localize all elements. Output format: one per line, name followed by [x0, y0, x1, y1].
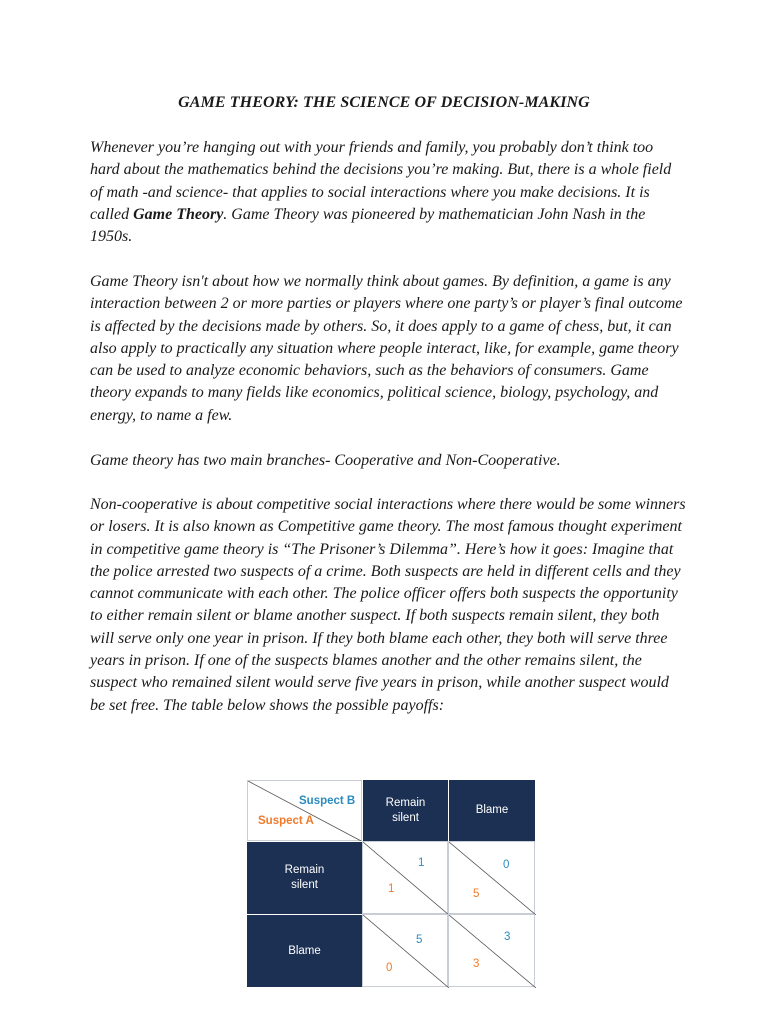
payoff-a: 5	[473, 888, 480, 900]
col-player-label: Suspect B	[299, 795, 356, 807]
corner-cell	[247, 780, 362, 841]
payoff-a: 1	[388, 883, 395, 895]
paragraph-definition: Game Theory isn't about how we normally think about games. By definition, a game is any interaction between 2 or more parties or players where one party’s or player’s final outcome is affected by the decisions made by others. So, it does apply to a game of chess, but, it can also apply to practically any situation where people interact, like, for example, game theory can be used to analyze economic behaviors, such as the behaviors of consumers. Game theory expands to many fields like economics, political science, biology, psychology, and energy, to name a few.	[90, 273, 683, 424]
row-header-remain-silent: Remain silent	[247, 841, 362, 914]
page-title: GAME THEORY: THE SCIENCE OF DECISION-MAKING	[178, 94, 590, 111]
payoff-b: 5	[416, 934, 423, 946]
payoff-a: 3	[473, 958, 480, 970]
payoff-cell-blame-silent	[362, 914, 448, 987]
intro-text-end: . Game Theory was pioneered by mathematician John Nash in the 1950s.	[90, 205, 646, 246]
row-header-blame: Blame	[247, 914, 362, 987]
payoff-cell-silent-blame	[448, 841, 535, 914]
payoff-cell-blame-blame	[448, 914, 535, 987]
paragraph-non-cooperative: Non-cooperative is about competitive social interactions where there would be some winners or losers. It is also known as Competitive game theory. The most famous thought experiment in competitive game theory is “The Prisoner’s Dilemma”. Here’s how it goes: Imagine that the police arrested two suspects of a crime. Both suspects are held in different cells and they cannot communicate with each other. The police officer offers both suspects the opportunity to either remain silent or blame another suspect. If both suspects remain silent, they both will serve only one year in prison. If they both blame each other, they both will serve three years in prison. If one of the suspects blames another and the other remains silent, the suspect who remained silent would serve five years in prison, while another suspect would be set free. The table below shows the possible payoffs:	[90, 496, 686, 714]
col-header-blame: Blame	[448, 780, 535, 841]
corner-diagonal	[248, 781, 363, 842]
payoff-table	[247, 780, 535, 987]
col-header-remain-silent: Remain silent	[362, 780, 448, 841]
paragraph-branches: Game theory has two main branches- Cooperative and Non-Cooperative.	[90, 452, 561, 469]
payoff-b: 0	[503, 859, 510, 871]
intro-bold-term: Game Theory	[133, 205, 224, 223]
payoff-b: 1	[418, 857, 425, 869]
payoff-b: 3	[504, 931, 511, 943]
intro-text-start: Whenever you’re hanging out with your friends and family, you probably don’t think too hard about the mathematics behind the decisions you’re making. But, there is a whole field of math -and science- that applies to social interactions where you make decisions. It is called	[90, 139, 672, 223]
row-player-label: Suspect A	[258, 815, 314, 827]
payoff-a: 0	[386, 962, 393, 974]
paragraph-intro	[90, 137, 686, 248]
payoff-cell-silent-silent	[362, 841, 448, 914]
